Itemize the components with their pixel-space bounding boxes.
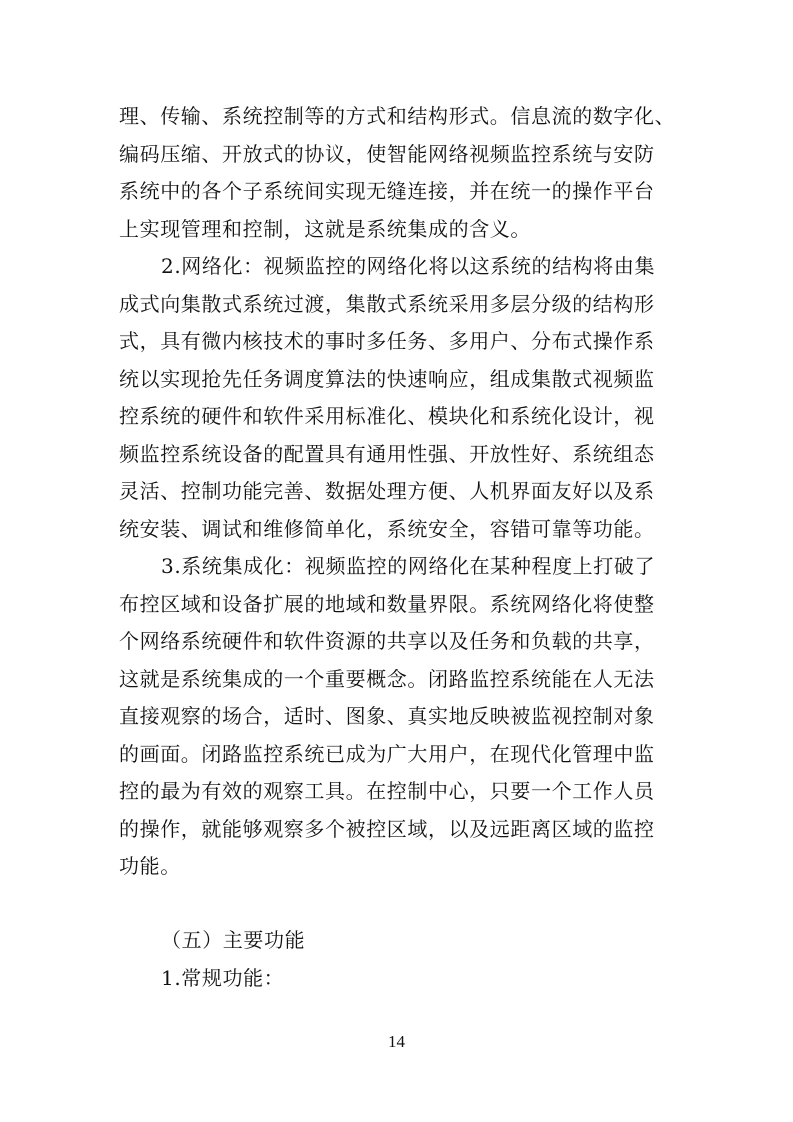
text-line: 统以实现抢先任务调度算法的快速响应，组成集散式视频监 [119, 366, 655, 391]
text-line: 编码压缩、开放式的协议，使智能网络视频监控系统与安防 [119, 141, 655, 166]
text-line: 个网络系统硬件和软件资源的共享以及任务和负载的共享， [119, 629, 655, 653]
subsection-heading: 1.常规功能： [161, 965, 285, 990]
text-line: 系统中的各个子系统间实现无缝连接，并在统一的操作平台 [119, 179, 655, 203]
text-line: 直接观察的场合，适时、图象、真实地反映被监视控制对象 [119, 704, 655, 728]
text-line: 的画面。闭路监控系统已成为广大用户，在现代化管理中监 [119, 741, 655, 766]
text-line: 理、传输、系统控制等的方式和结构形式。信息流的数字化、 [119, 104, 676, 128]
text-line: 功能。 [119, 854, 181, 878]
paragraph-integration [119, 548, 679, 886]
body-text [119, 98, 679, 886]
text-line: 灵活、控制功能完善、数据处理方便、人机界面友好以及系 [119, 479, 655, 503]
text-line: 3.系统集成化：视频监控的网络化在某种程度上打破了 [161, 554, 656, 578]
text-line: 频监控系统设备的配置具有通用性强、开放性好、系统组态 [119, 441, 655, 466]
section-heading: （五）主要功能 [161, 928, 306, 952]
text-line: 布控区域和设备扩展的地域和数量界限。系统网络化将使整 [119, 591, 655, 616]
paragraph-continuation [119, 98, 679, 248]
text-line: 控的最为有效的观察工具。在控制中心，只要一个工作人员 [119, 779, 655, 803]
text-line: 统安装、调试和维修简单化，系统安全，容错可靠等功能。 [119, 516, 655, 541]
text-line: 2.网络化：视频监控的网络化将以这系统的结构将由集 [161, 254, 656, 278]
text-line: 的操作，就能够观察多个被控区域，以及远距离区域的监控 [119, 816, 655, 841]
section-main-functions [161, 922, 305, 997]
page-number: 14 [388, 1032, 405, 1051]
text-line: 上实现管理和控制，这就是系统集成的含义。 [119, 216, 531, 241]
paragraph-networking [119, 248, 679, 548]
text-line: 式，具有微内核技术的事时多任务、多用户、分布式操作系 [119, 329, 655, 353]
text-line: 这就是系统集成的一个重要概念。闭路监控系统能在人无法 [119, 666, 655, 691]
text-line: 控系统的硬件和软件采用标准化、模块化和系统化设计，视 [119, 404, 655, 428]
text-line: 成式向集散式系统过渡，集散式系统采用多层分级的结构形 [119, 291, 655, 316]
